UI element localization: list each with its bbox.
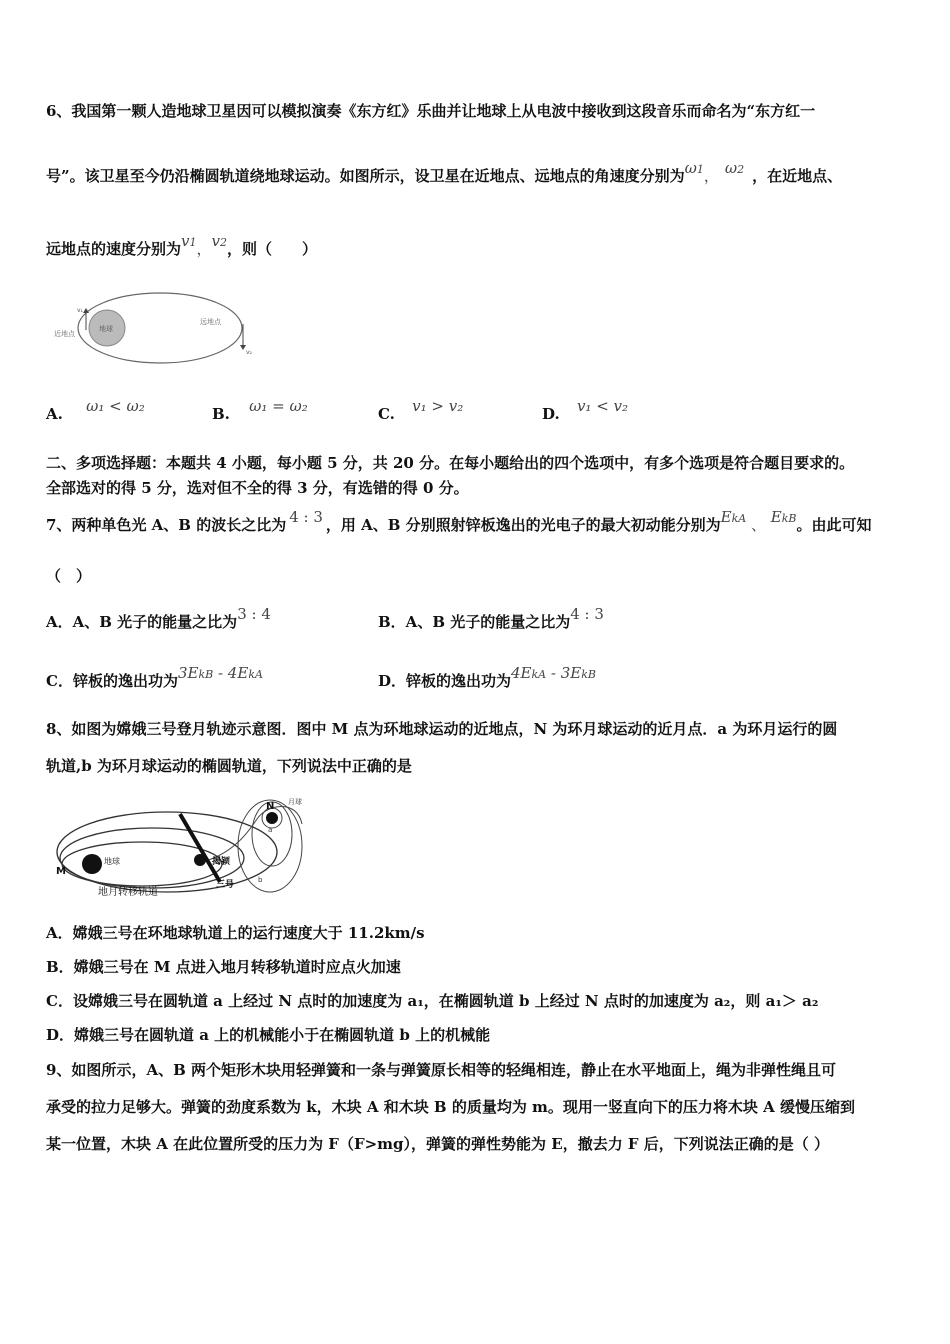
- fig-v1-label: v₁: [77, 307, 83, 314]
- q6-line3-text-a: 远地点的速度分别为: [46, 240, 182, 258]
- fig-far-label: 远地点: [200, 318, 221, 326]
- fig-three-label: 三号: [216, 880, 235, 890]
- earth-dot: [82, 854, 102, 874]
- satellite-orbit-figure: [50, 288, 252, 368]
- q9-line3: 某一位置，木块 A 在此位置所受的压力为 F（F>mg），弹簧的弹性势能为 E，撤去力 F 后，下列说法正确的是（ ）: [46, 1135, 830, 1153]
- fig-m-label: M: [56, 866, 66, 877]
- q6-option-a-expr: ω₁ < ω₂: [86, 397, 145, 415]
- q6-line2: 号”。该卫星至今仍沿椭圆轨道绕地球运动。如图所示，设卫星在近地点、远地点的角速度分别为ω1， ω2 ，在近地点、: [46, 159, 843, 185]
- q6-line2-text-a: 号”。该卫星至今仍沿椭圆轨道绕地球运动。如图所示，设卫星在近地点、远地点的角速度分别为: [46, 167, 685, 185]
- q8-option-c[interactable]: C．设嫦娥三号在圆轨道 a 上经过 N 点时的加速度为 a₁，在椭圆轨道 b 上经过 N 点时的加速度为 a₂，则 a₁＞ a₂: [46, 992, 819, 1010]
- omega2: ω2: [724, 159, 745, 177]
- q7-option-b-text: B．A、B 光子的能量之比为: [378, 613, 571, 631]
- q6-option-a-label: A.: [46, 405, 63, 423]
- q6-option-c[interactable]: [378, 397, 464, 423]
- v2: v2: [211, 232, 227, 250]
- q7-eka: EkA: [720, 508, 747, 526]
- q6-line2-text-b: ，在近地点、: [752, 167, 843, 185]
- q8-line1: 8、如图为嫦娥三号登月轨迹示意图．图中 M 点为环地球运动的近地点，N 为环月球运动的近月点．a 为环月运行的圆: [46, 720, 838, 738]
- q7-option-b-expr: 4 : 3: [570, 605, 604, 623]
- fig-moon-label: 月球: [288, 798, 302, 806]
- q6-option-b[interactable]: [212, 397, 308, 423]
- q6-option-d[interactable]: [542, 397, 629, 423]
- spacecraft-body: [194, 854, 206, 866]
- fig-near-label: 近地点: [54, 330, 75, 338]
- q7-option-c-text: C．锌板的逸出功为: [46, 672, 178, 690]
- q6-option-b-expr: ω₁ = ω₂: [249, 397, 308, 415]
- fig-earth-label: 地球: [99, 325, 113, 333]
- q7-line1-text-a: 7、两种单色光 A、B 的波长之比为: [46, 516, 287, 534]
- q6-option-d-label: D.: [542, 405, 560, 423]
- q8-option-d[interactable]: D．嫦娥三号在圆轨道 a 上的机械能小于在椭圆轨道 b 上的机械能: [46, 1026, 491, 1044]
- q8-line2: 轨道,b 为环月球运动的椭圆轨道，下列说法中正确的是: [46, 757, 412, 775]
- q6-line3-text-b: ，则（ ）: [227, 240, 318, 258]
- q9-line2: 承受的拉力足够大。弹簧的劲度系数为 k，木块 A 和木块 B 的质量均为 m。现用一竖直向下的压力将木块 A 缓慢压缩到: [46, 1098, 856, 1116]
- fig-b-label: b: [258, 876, 263, 884]
- q6-line1: 6、我国第一颗人造地球卫星因可以模拟演奏《东方红》乐曲并让地球上从电波中接收到这段音乐而命名为“东方红一: [46, 102, 816, 120]
- fig-a-label: a: [268, 826, 273, 834]
- q8-option-a[interactable]: A．嫦娥三号在环地球轨道上的运行速度大于 11.2km/s: [46, 924, 425, 942]
- spacecraft-panel: [180, 814, 220, 882]
- q7-option-a[interactable]: [46, 605, 271, 632]
- q7-option-d-text: D．锌板的逸出功为: [378, 672, 512, 690]
- q7-option-a-text: A．A、B 光子的能量之比为: [46, 613, 238, 631]
- q7-line1-text-b: ，用 A、B 分别照射锌板逸出的光电子的最大初动能分别为: [325, 516, 721, 534]
- q7-ekb: EkB: [770, 508, 797, 526]
- earth-orbit-3: [57, 812, 277, 892]
- q7-line1: 7、两种单色光 A、B 的波长之比为 4 : 3 ，用 A、B 分别照射锌板逸出的光电子的最大初动能分别为EkA 、 EkB。由此可知: [46, 508, 872, 534]
- section2-line2: 全部选对的得 5 分，选对但不全的得 3 分，有选错的得 0 分。: [46, 479, 469, 497]
- q7-line2: （ ）: [46, 567, 92, 585]
- q7-option-a-expr: 3 : 4: [237, 605, 271, 623]
- q9-line1: 9、如图所示，A、B 两个矩形木块用轻弹簧和一条与弹簧原长相等的轻绳相连，静止在水平地面上，绳为非弹性绳且可: [46, 1061, 836, 1079]
- q6-option-a[interactable]: [46, 397, 145, 423]
- section2-line1: 二、多项选择题：本题共 4 小题，每小题 5 分，共 20 分。在每小题给出的四个选项中，有多个选项是符合题目要求的。: [46, 454, 855, 472]
- q7-option-d[interactable]: [378, 664, 596, 691]
- q8-option-b[interactable]: B．嫦娥三号在 M 点进入地月转移轨道时应点火加速: [46, 958, 401, 976]
- fig-transfer-label: 地月转移轨道: [98, 887, 158, 898]
- q7-option-b[interactable]: [378, 605, 604, 632]
- q7-option-c-expr: 3EkB - 4EkA: [177, 664, 263, 682]
- q7-line1-text-c: 。由此可知: [796, 516, 872, 534]
- fig-craft-label: 揭颍: [212, 857, 231, 867]
- lunar-trajectory-figure: [52, 794, 322, 902]
- fig-n-label: N: [266, 801, 275, 812]
- fig-earth-label: 地球: [104, 857, 120, 866]
- v1: v1: [181, 232, 197, 250]
- moon-circle: [266, 812, 278, 824]
- q6-option-c-label: C.: [378, 405, 395, 423]
- q6-line3: 远地点的速度分别为v1，v2，则（ ）: [46, 232, 318, 258]
- q6-option-c-expr: v₁ > v₂: [412, 397, 464, 415]
- q7-option-d-expr: 4EkA - 3EkB: [511, 664, 596, 682]
- q6-option-b-label: B.: [212, 405, 230, 423]
- q6-option-d-expr: v₁ < v₂: [576, 397, 629, 415]
- fig-v2-label: v₂: [246, 349, 252, 356]
- omega1: ω1: [684, 159, 704, 177]
- q7-ratio: 4 : 3: [289, 508, 323, 526]
- q7-option-c[interactable]: [46, 664, 263, 691]
